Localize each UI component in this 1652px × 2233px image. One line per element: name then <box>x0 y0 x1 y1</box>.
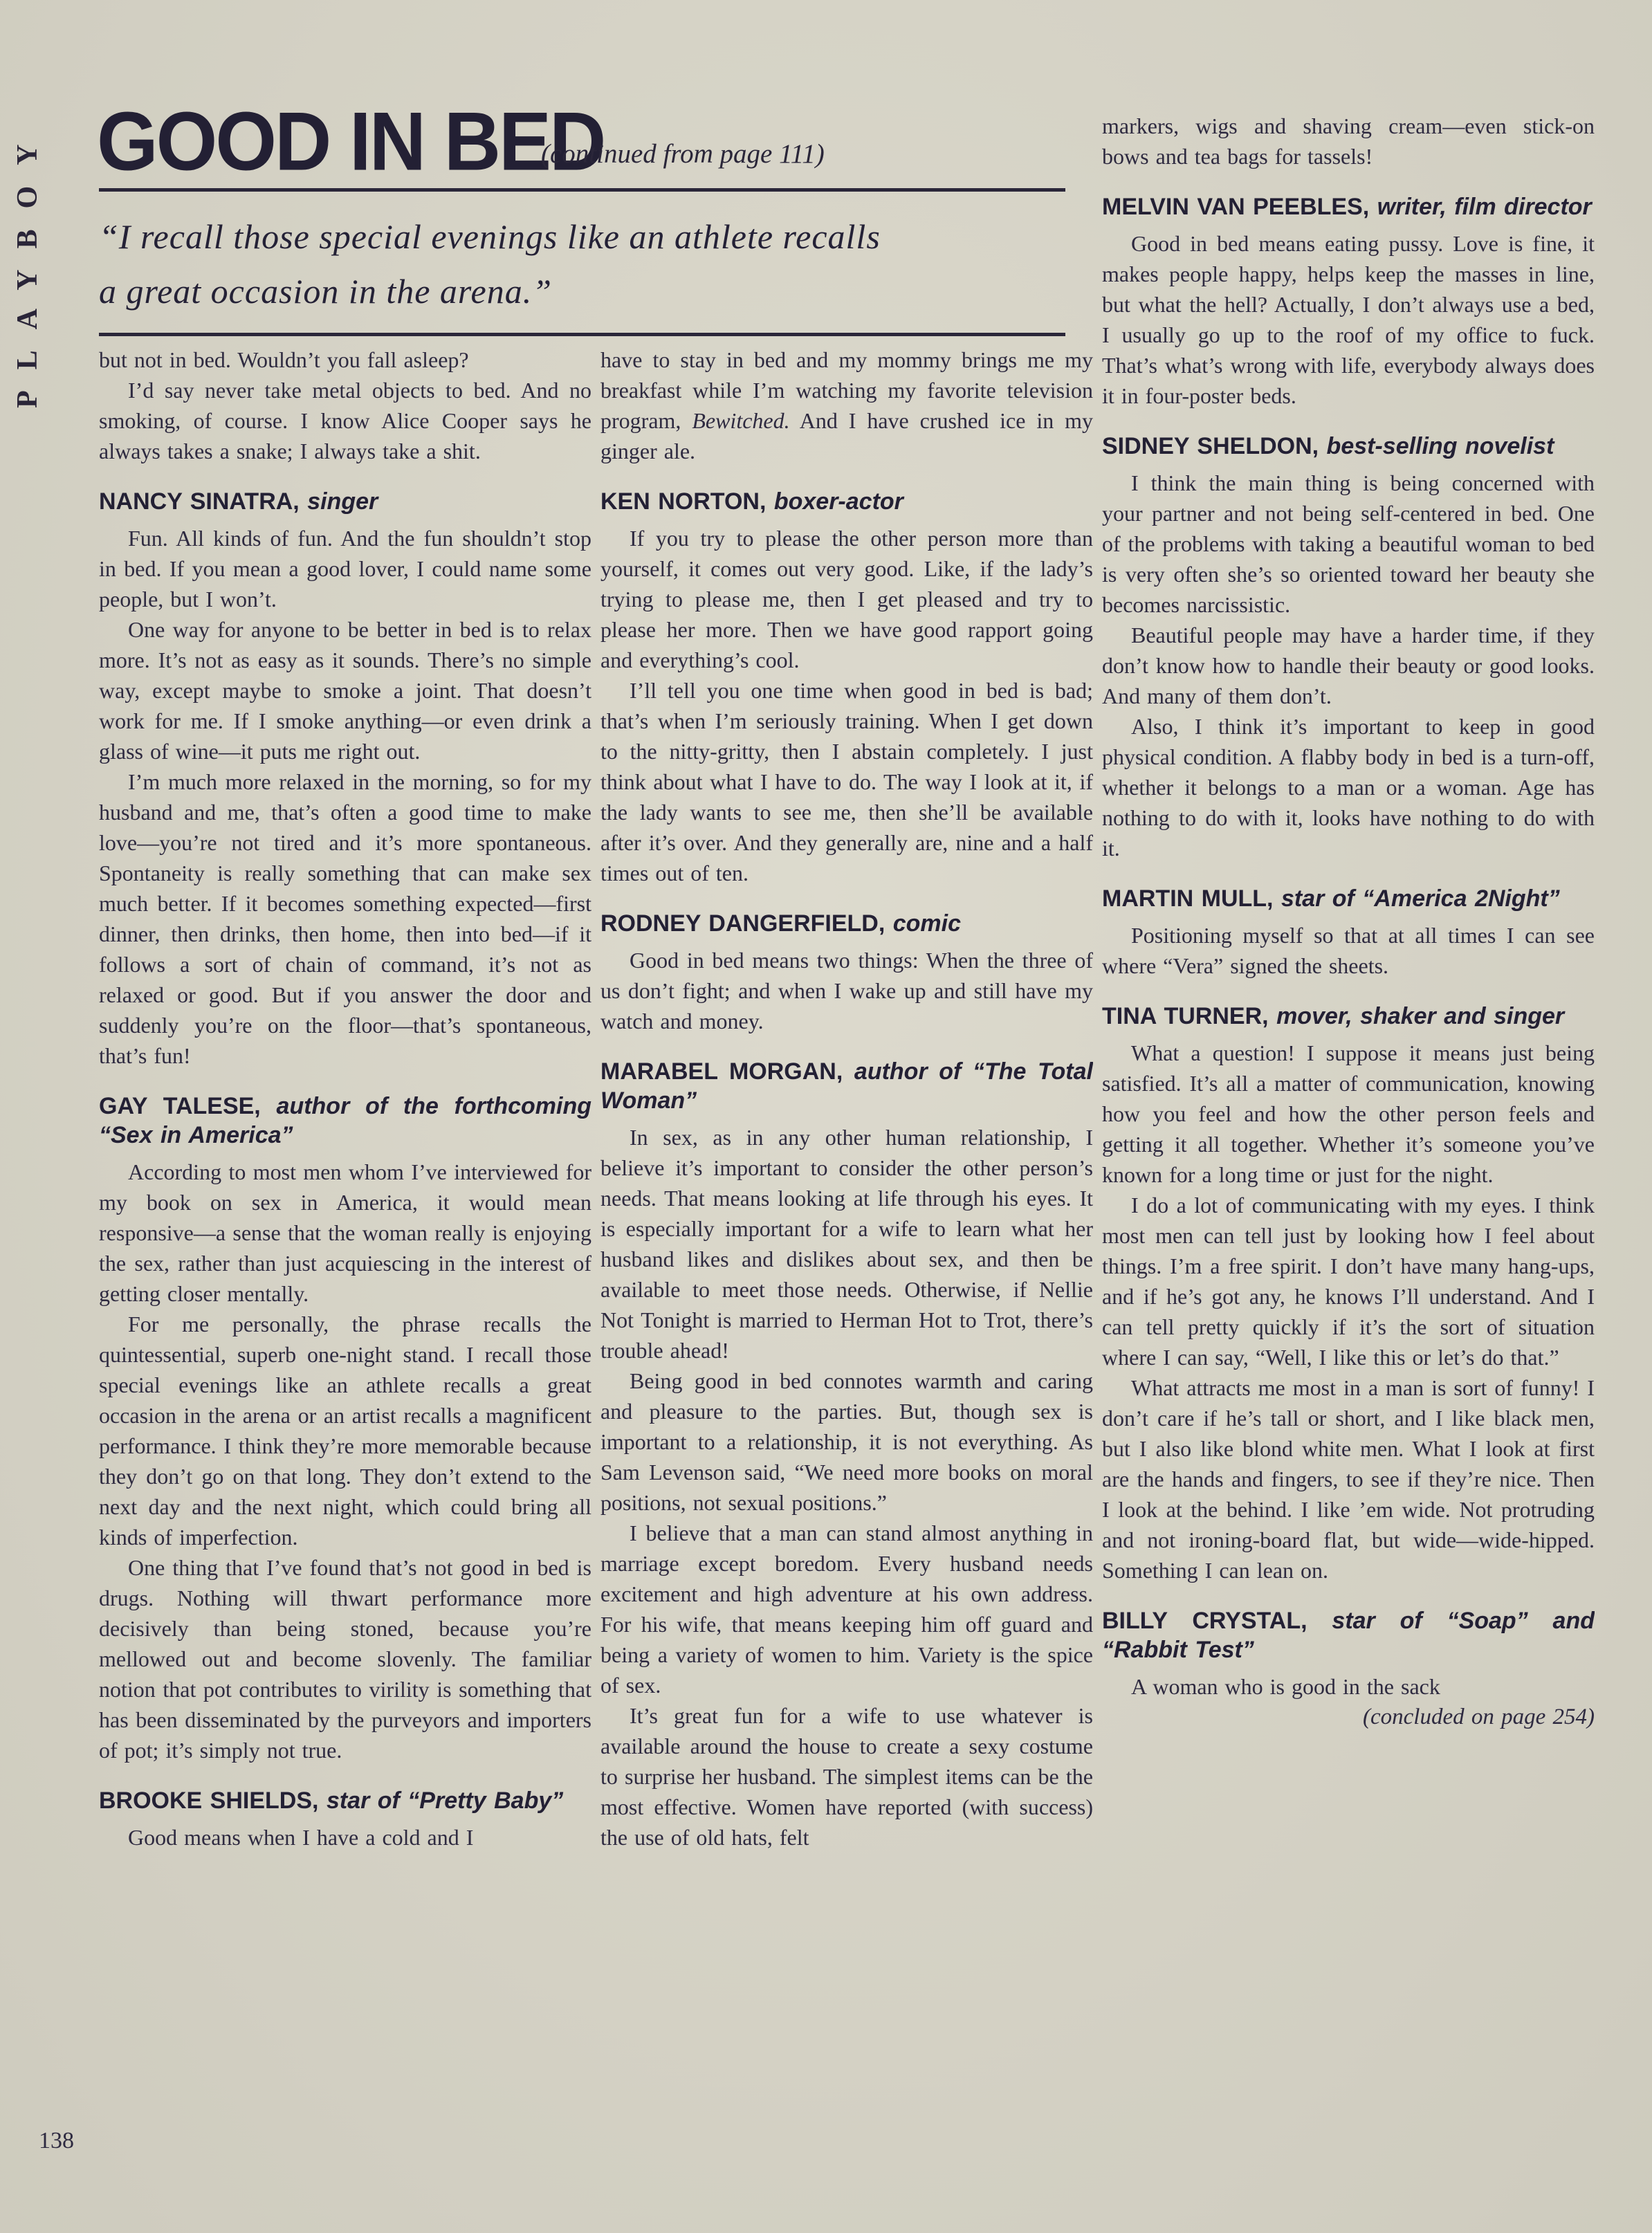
interviewee-description: comic <box>892 910 962 937</box>
body-paragraph: Fun. All kinds of fun. And the fun shouldn’t stop in bed. If you mean a good lover, I could name some people, but I won’t. <box>99 526 591 612</box>
interviewee-description: star of “America 2Night” <box>1281 885 1560 912</box>
section-heading <box>99 1092 591 1150</box>
section-heading <box>600 909 1093 938</box>
interviewee-name: MELVIN VAN PEEBLES, <box>1102 194 1377 220</box>
section-heading <box>600 487 1093 516</box>
body-paragraph: If you try to please the other person more than yourself, it comes out very good. Like, if the lady’s trying to please me, then I get pleased and try to please her more. Then we have good rapport going and everything’s cool. <box>600 526 1093 672</box>
body-paragraph: I’ll tell you one time when good in bed is bad; that’s when I’m seriously training. When I get down to the nitty-gritty, then I abstain completely. I just think about what I have to do. The way I look at it, if the lady wants to see me, then she’ll be available after it’s over. And they generally are, nine and a half times out of ten. <box>600 678 1093 885</box>
body-paragraph: markers, wigs and shaving cream—even stick-on bows and tea bags for tassels! <box>1102 113 1595 169</box>
divider-rule-bottom <box>99 333 1065 336</box>
interviewee-name: SIDNEY SHELDON, <box>1102 433 1327 459</box>
text-column-2 <box>600 344 1093 2185</box>
body-paragraph: I do a lot of communicating with my eyes. I think most men can tell just by looking how I feel about things. I’m a free spirit. I don’t have many hang-ups, and if he’s got any, he knows I’ll understand. And I can tell pretty quickly if it’s the sort of situation where I can say, “Well, I like this or let’s do that.” <box>1102 1193 1595 1370</box>
interviewee-name: KEN NORTON, <box>600 488 774 515</box>
section-heading <box>1102 1002 1595 1031</box>
text-column-3 <box>1102 111 1595 2117</box>
section-heading <box>1102 192 1595 221</box>
interviewee-description: author of “The Total Woman” <box>600 1058 1093 1114</box>
body-paragraph: I believe that a man can stand almost anything in marriage except boredom. Every husband needs excitement and high adventure at his own address. For his wife, that means keeping him off guard and being a variety of women to him. Variety is the spice of sex. <box>600 1520 1093 1698</box>
section-heading <box>600 1057 1093 1115</box>
body-paragraph: Also, I think it’s important to keep in good physical condition. A flabby body in bed is a turn-off, whether it belongs to a man or a woman. Age has nothing to do with it, looks have nothing to do with it. <box>1102 714 1595 861</box>
magazine-spine-title: PLAYBOY <box>12 123 44 408</box>
interviewee-description: writer, film director <box>1377 194 1592 220</box>
interviewee-name: NANCY SINATRA, <box>99 488 308 515</box>
body-paragraph: Good in bed means two things: When the three of us don’t fight; and when I wake up and still have my watch and money. <box>600 948 1093 1033</box>
pull-quote-line2: a great occasion in the arena.” <box>99 272 552 311</box>
divider-rule-top <box>99 188 1065 192</box>
body-paragraph: Beautiful people may have a harder time, if they don’t know how to handle their beauty or good looks. And many of them don’t. <box>1102 623 1595 708</box>
body-paragraph: What attracts me most in a man is sort of funny! I don’t care if he’s tall or short, and I like black men, but I also like blond white men. What I look at first are the hands and fingers, to see if they’re nice. Then I look at the behind. I like ’em wide. Not protruding and not ironing-board flat, but wide—wide-hipped. Something I can lean on. <box>1102 1375 1595 1583</box>
section-heading <box>1102 432 1595 461</box>
concluded-on-note: (concluded on page 254) <box>1363 1704 1595 1729</box>
body-paragraph: Being good in bed connotes warmth and caring and pleasure to the parties. But, though sex is important to a relationship, it is not everything. As Sam Levenson said, “We need more books on moral positions, not sexual positions.” <box>600 1368 1093 1515</box>
body-paragraph: For me personally, the phrase recalls the quintessential, superb one-night stand. I recall those special evenings like an athlete recalls a great occasion in the arena or an artist recalls a magnificent performance. I think they’re more memorable because they don’t go on that long. They don’t extend to the next day and the next night, which could bring all kinds of imperfection. <box>99 1312 591 1550</box>
section-heading <box>99 1786 591 1815</box>
body-paragraph: I’d say never take metal objects to bed. And no smoking, of course. I know Alice Cooper says he always takes a snake; I always take a shit. <box>99 378 591 463</box>
interviewee-name: BILLY CRYSTAL, <box>1102 1608 1332 1634</box>
body-paragraph: have to stay in bed and my mommy brings me my breakfast while I’m watching my favorite television program, Bewitched. And I have crushed ice in my ginger ale. <box>600 347 1093 463</box>
interviewee-name: TINA TURNER, <box>1102 1003 1277 1029</box>
interviewee-description: author of the forthcoming “Sex in America” <box>99 1093 591 1148</box>
interviewee-name: RODNEY DANGERFIELD, <box>600 910 893 937</box>
interviewee-description: best-selling novelist <box>1326 433 1554 459</box>
body-paragraph: but not in bed. Wouldn’t you fall asleep? <box>99 347 469 372</box>
body-paragraph: One thing that I’ve found that’s not good in bed is drugs. Nothing will thwart performance more decisively than being stoned, because you’re mellowed out and become slovenly. The familiar notion that pot contributes to virility is something that has been disseminated by the purveyors and importers of pot; it’s simply not true. <box>99 1555 591 1763</box>
article-title: GOOD IN BED <box>97 95 605 188</box>
interviewee-name: BROOKE SHIELDS, <box>99 1788 327 1814</box>
body-paragraph: One way for anyone to be better in bed is to relax more. It’s not as easy as it sounds. There’s no simple way, except maybe to smoke a joint. That doesn’t work for me. If I smoke anything—or even drink a glass of wine—it puts me right out. <box>99 617 591 764</box>
body-paragraph: Good in bed means eating pussy. Love is fine, it makes people happy, helps keep the masses in line, but what the hell? Actually, I don’t always use a bed, I usually go up to the roof of my office to fuck. That’s what’s wrong with life, everybody always does it in four-poster beds. <box>1102 231 1595 408</box>
body-paragraph: It’s great fun for a wife to use whatever is available around the house to create a sexy costume to surprise her husband. The simplest items can be the most effective. Women have reported (with success) the use of old hats, felt <box>600 1703 1093 1850</box>
pull-quote <box>99 210 1081 319</box>
interviewee-description: singer <box>307 488 378 515</box>
section-heading <box>99 487 591 516</box>
continued-from-note: (continued from page 111) <box>541 139 825 169</box>
interviewee-description: boxer-actor <box>773 488 903 515</box>
body-paragraph: A woman who is good in the sack <box>1131 1674 1440 1699</box>
body-paragraph: In sex, as in any other human relationship, I believe it’s important to consider the other person’s needs. That means looking at life through his eyes. It is especially important for a wife to learn what her husband likes and dislikes about sex, and then be available to meet those needs. Otherwise, if Nellie Not Tonight is married to Herman Hot to Trot, there’s trouble ahead! <box>600 1125 1093 1363</box>
body-paragraph: What a question! I suppose it means just being satisfied. It’s all a matter of communication, knowing how you feel and how the other person feels and getting it all together. Whether it’s someone you’ve known for a long time or just for the night. <box>1102 1040 1595 1187</box>
interviewee-description: star of “Pretty Baby” <box>326 1788 564 1814</box>
section-heading <box>1102 884 1595 913</box>
body-paragraph: According to most men whom I’ve interviewed for my book on sex in America, it would mean responsive—a sense that the woman really is enjoying the sex, rather than just acquiescing in the interest of getting closer mentally. <box>99 1159 591 1306</box>
page-number: 138 <box>39 2128 74 2153</box>
pull-quote-line1: “I recall those special evenings like an athlete recalls <box>99 217 881 256</box>
body-paragraph: Good means when I have a cold and I <box>128 1825 474 1850</box>
interviewee-description: mover, shaker and singer <box>1276 1003 1565 1029</box>
interviewee-name: MARABEL MORGAN, <box>600 1058 854 1085</box>
interviewee-description: star of “Soap” and “Rabbit Test” <box>1102 1608 1595 1663</box>
interviewee-name: MARTIN MULL, <box>1102 885 1281 912</box>
text-column-1 <box>99 344 591 2185</box>
interviewee-name: GAY TALESE, <box>99 1093 277 1119</box>
body-paragraph: I’m much more relaxed in the morning, so for my husband and me, that’s often a good time to make love—you’re not tired and it’s more spontaneous. Spontaneity is really something that can make sex much better. If it becomes something expected—first dinner, then drinks, then home, then into bed—if it follows a sort of chain of command, it’s not as relaxed or good. But if you answer the door and suddenly you’re on the floor—that’s spontaneous, that’s fun! <box>99 769 591 1068</box>
body-paragraph: Positioning myself so that at all times I can see where “Vera” signed the sheets. <box>1102 923 1595 978</box>
body-paragraph: I think the main thing is being concerned with your partner and not being self-centered in bed. One of the problems with taking a beautiful woman to bed is very often she’s so oriented toward her beauty she becomes narcissistic. <box>1102 470 1595 617</box>
section-heading <box>1102 1606 1595 1664</box>
